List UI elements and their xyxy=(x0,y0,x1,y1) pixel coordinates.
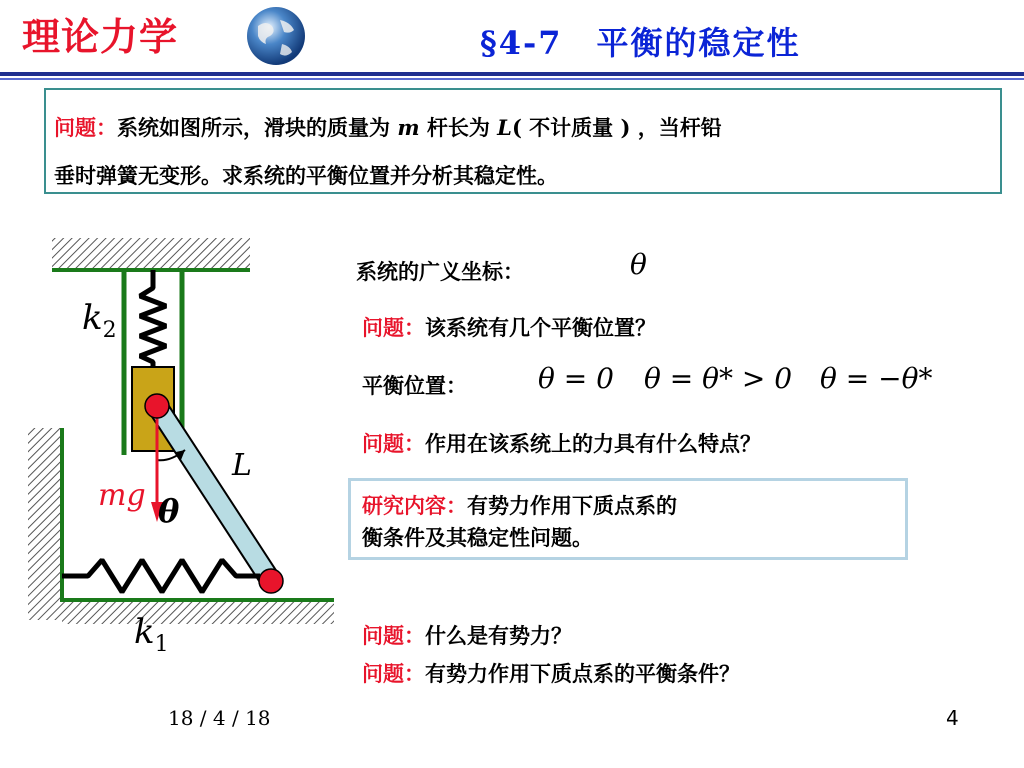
ceiling-hatch xyxy=(52,238,250,270)
problem-label: 问题： xyxy=(54,115,117,140)
theta-label: θ xyxy=(158,492,180,530)
section-title: §4-7 平衡的稳定性 xyxy=(480,24,801,62)
spring-k2 xyxy=(140,270,166,370)
header-divider-thin xyxy=(0,78,1024,80)
mg-label: mg xyxy=(98,478,146,513)
question-2: 问题：作用在该系统上的力具有什么特点？ xyxy=(362,431,761,456)
globe-icon xyxy=(244,4,308,68)
floor-hatch xyxy=(62,602,334,624)
course-title: 理论力学 xyxy=(22,15,179,59)
equilibrium-3: θ = −θ* xyxy=(820,362,933,395)
problem-line1-b: 杆长为 xyxy=(419,115,498,140)
equilibrium-1: θ = 0 xyxy=(538,362,614,395)
length-label: L xyxy=(232,448,252,483)
k2-label: $k_2$ xyxy=(82,298,117,343)
problem-line1-a: 系统如图所示，滑块的质量为 xyxy=(117,115,398,140)
mass-variable: m xyxy=(397,115,420,140)
k1-label: $k_1$ xyxy=(134,612,169,657)
mechanism-diagram xyxy=(20,230,350,670)
slider-joint xyxy=(145,394,169,418)
problem-statement xyxy=(54,104,994,200)
problem-line1-c: ( 不计质量 ) ，当杆铅 xyxy=(511,115,722,140)
header-divider xyxy=(0,72,1024,76)
equilibrium-2: θ = θ* > 0 xyxy=(644,362,793,395)
end-mass xyxy=(259,569,283,593)
length-variable: L xyxy=(497,115,512,140)
research-content: 研究内容：有势力作用下质点系的 衡条件及其稳定性问题。 xyxy=(362,493,677,550)
spring-k1 xyxy=(62,560,260,592)
footer-date: 18 / 4 / 18 xyxy=(168,706,271,730)
generalized-coordinate-label: 系统的广义坐标： xyxy=(356,259,524,284)
question-4: 问题：有势力作用下质点系的平衡条件？ xyxy=(362,661,740,686)
equilibrium-label: 平衡位置： xyxy=(362,373,467,398)
page-number: 4 xyxy=(946,706,959,730)
problem-line2: 垂时弹簧无变形。求系统的平衡位置并分析其稳定性。 xyxy=(54,163,558,188)
wall-hatch xyxy=(28,428,62,620)
generalized-coordinate-symbol: θ xyxy=(630,248,647,281)
question-3: 问题：什么是有势力？ xyxy=(362,623,572,648)
question-1: 问题：该系统有几个平衡位置？ xyxy=(362,315,656,340)
